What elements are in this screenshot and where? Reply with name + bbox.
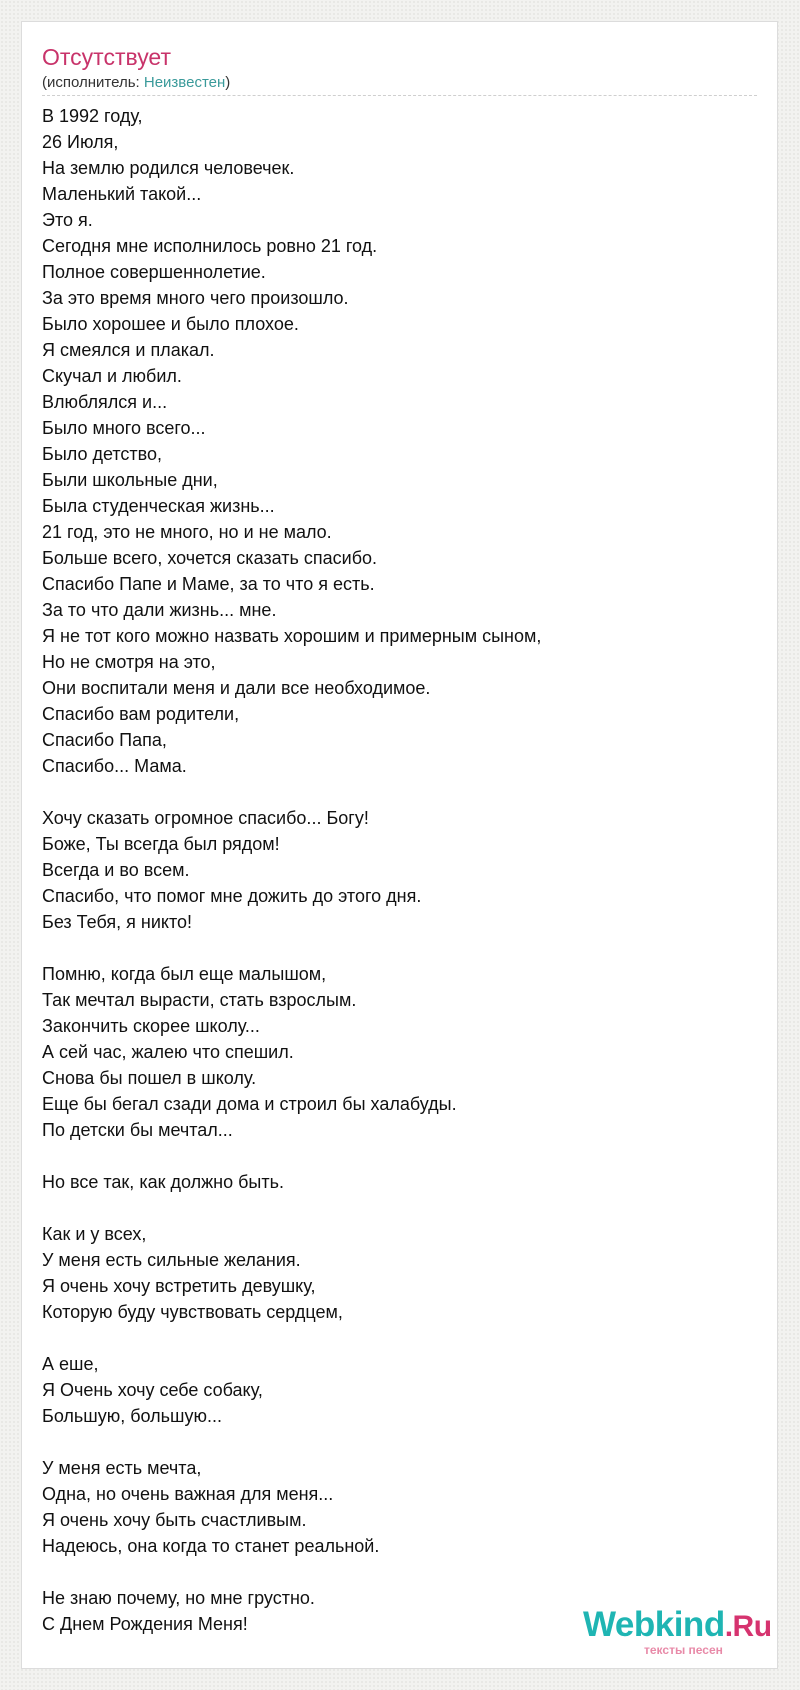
lyrics-line: Я не тот кого можно назвать хорошим и примерным сыном,: [42, 626, 542, 646]
lyrics-line: У меня есть сильные желания.: [42, 1250, 301, 1270]
lyrics-line: Полное совершеннолетие.: [42, 262, 266, 282]
lyrics-line: У меня есть мечта,: [42, 1458, 202, 1478]
lyrics-line: Спасибо Папе и Маме, за то что я есть.: [42, 574, 375, 594]
lyrics-line: Было детство,: [42, 444, 163, 464]
logo-wordmark: [583, 1605, 772, 1647]
lyrics-line: Которую буду чувствовать сердцем,: [42, 1302, 343, 1322]
logo-brand: Webkind: [583, 1605, 725, 1644]
lyrics-line: Так мечтал вырасти, стать взрослым.: [42, 990, 357, 1010]
lyrics-line: Но не смотря на это,: [42, 652, 216, 672]
lyrics-line: Закончить скорее школу...: [42, 1016, 260, 1036]
lyrics-line: Спасибо вам родители,: [42, 704, 240, 724]
site-logo[interactable]: [562, 1605, 778, 1657]
lyrics-line: Они воспитали меня и дали все необходимое.: [42, 678, 431, 698]
lyrics-line: Было хорошее и было плохое.: [42, 314, 299, 334]
lyrics-blank-line: [42, 1143, 757, 1169]
lyrics-line: Всегда и во всем.: [42, 860, 190, 880]
lyrics-line: Были школьные дни,: [42, 470, 218, 490]
artist-link[interactable]: Неизвестен: [143, 74, 226, 91]
lyrics-line: В 1992 году,: [42, 106, 143, 126]
lyrics-line: Не знаю почему, но мне грустно.: [42, 1588, 315, 1608]
lyrics-line: Я очень хочу быть счастливым.: [42, 1510, 307, 1530]
lyrics-line: Хочу сказать огромное спасибо... Богу!: [42, 808, 369, 828]
lyrics-line: Но все так, как должно быть.: [42, 1172, 284, 1192]
song-title: Отсутствует: [42, 44, 171, 70]
lyrics-line: Как и у всех,: [42, 1224, 147, 1244]
lyrics-blank-line: [42, 935, 757, 961]
lyrics-line: Еще бы бегал сзади дома и строил бы халабуды.: [42, 1094, 457, 1114]
lyrics-line: Боже, Ты всегда был рядом!: [42, 834, 280, 854]
artist-prefix: (исполнитель:: [42, 74, 144, 91]
lyrics-line: Помню, когда был еще малышом,: [42, 964, 327, 984]
title-divider: [42, 95, 757, 96]
lyrics-line: А еше,: [42, 1354, 99, 1374]
lyrics-line: Большую, большую...: [42, 1406, 222, 1426]
lyrics-blank-line: [42, 1195, 757, 1221]
lyrics-line: Я Очень хочу себе собаку,: [42, 1380, 263, 1400]
lyrics-line: На землю родился человечек.: [42, 158, 295, 178]
artist-suffix: ): [225, 74, 231, 91]
artist-line: [42, 73, 230, 93]
lyrics-line: Скучал и любил.: [42, 366, 182, 386]
lyrics-line: 21 год, это не много, но и не мало.: [42, 522, 332, 542]
lyrics-line: А сей час, жалею что спешил.: [42, 1042, 294, 1062]
lyrics-line: Маленький такой...: [42, 184, 202, 204]
lyrics-line: Сегодня мне исполнилось ровно 21 год.: [42, 236, 378, 256]
lyrics-line: Спасибо Папа,: [42, 730, 167, 750]
lyrics-line: С Днем Рождения Меня!: [42, 1614, 248, 1634]
lyrics-line: Это я.: [42, 210, 93, 230]
lyrics-line: Была студенческая жизнь...: [42, 496, 275, 516]
lyrics-line: Без Тебя, я никто!: [42, 912, 193, 932]
lyrics-text: [42, 103, 757, 1637]
lyrics-line: Больше всего, хочется сказать спасибо.: [42, 548, 378, 568]
lyrics-line: За это время много чего произошло.: [42, 288, 349, 308]
lyrics-line: 26 Июля,: [42, 132, 119, 152]
logo-tld: .Ru: [724, 1610, 772, 1643]
lyrics-line: Одна, но очень важная для меня...: [42, 1484, 334, 1504]
lyrics-line: Было много всего...: [42, 418, 206, 438]
lyrics-line: За то что дали жизнь... мне.: [42, 600, 277, 620]
lyrics-blank-line: [42, 1559, 757, 1585]
lyrics-line: Я смеялся и плакал.: [42, 340, 215, 360]
lyrics-line: Я очень хочу встретить девушку,: [42, 1276, 316, 1296]
lyrics-line: Надеюсь, она когда то станет реальной.: [42, 1536, 380, 1556]
lyrics-line: Спасибо... Мама.: [42, 756, 187, 776]
lyrics-line: Спасибо, что помог мне дожить до этого дня.: [42, 886, 422, 906]
lyrics-blank-line: [42, 779, 757, 805]
lyrics-line: Влюблялся и...: [42, 392, 168, 412]
lyrics-line: Снова бы пошел в школу.: [42, 1068, 257, 1088]
lyrics-line: По детски бы мечтал...: [42, 1120, 233, 1140]
lyrics-blank-line: [42, 1325, 757, 1351]
logo-tagline: тексты песен: [644, 1643, 723, 1657]
lyrics-card: [21, 21, 778, 1669]
lyrics-blank-line: [42, 1429, 757, 1455]
